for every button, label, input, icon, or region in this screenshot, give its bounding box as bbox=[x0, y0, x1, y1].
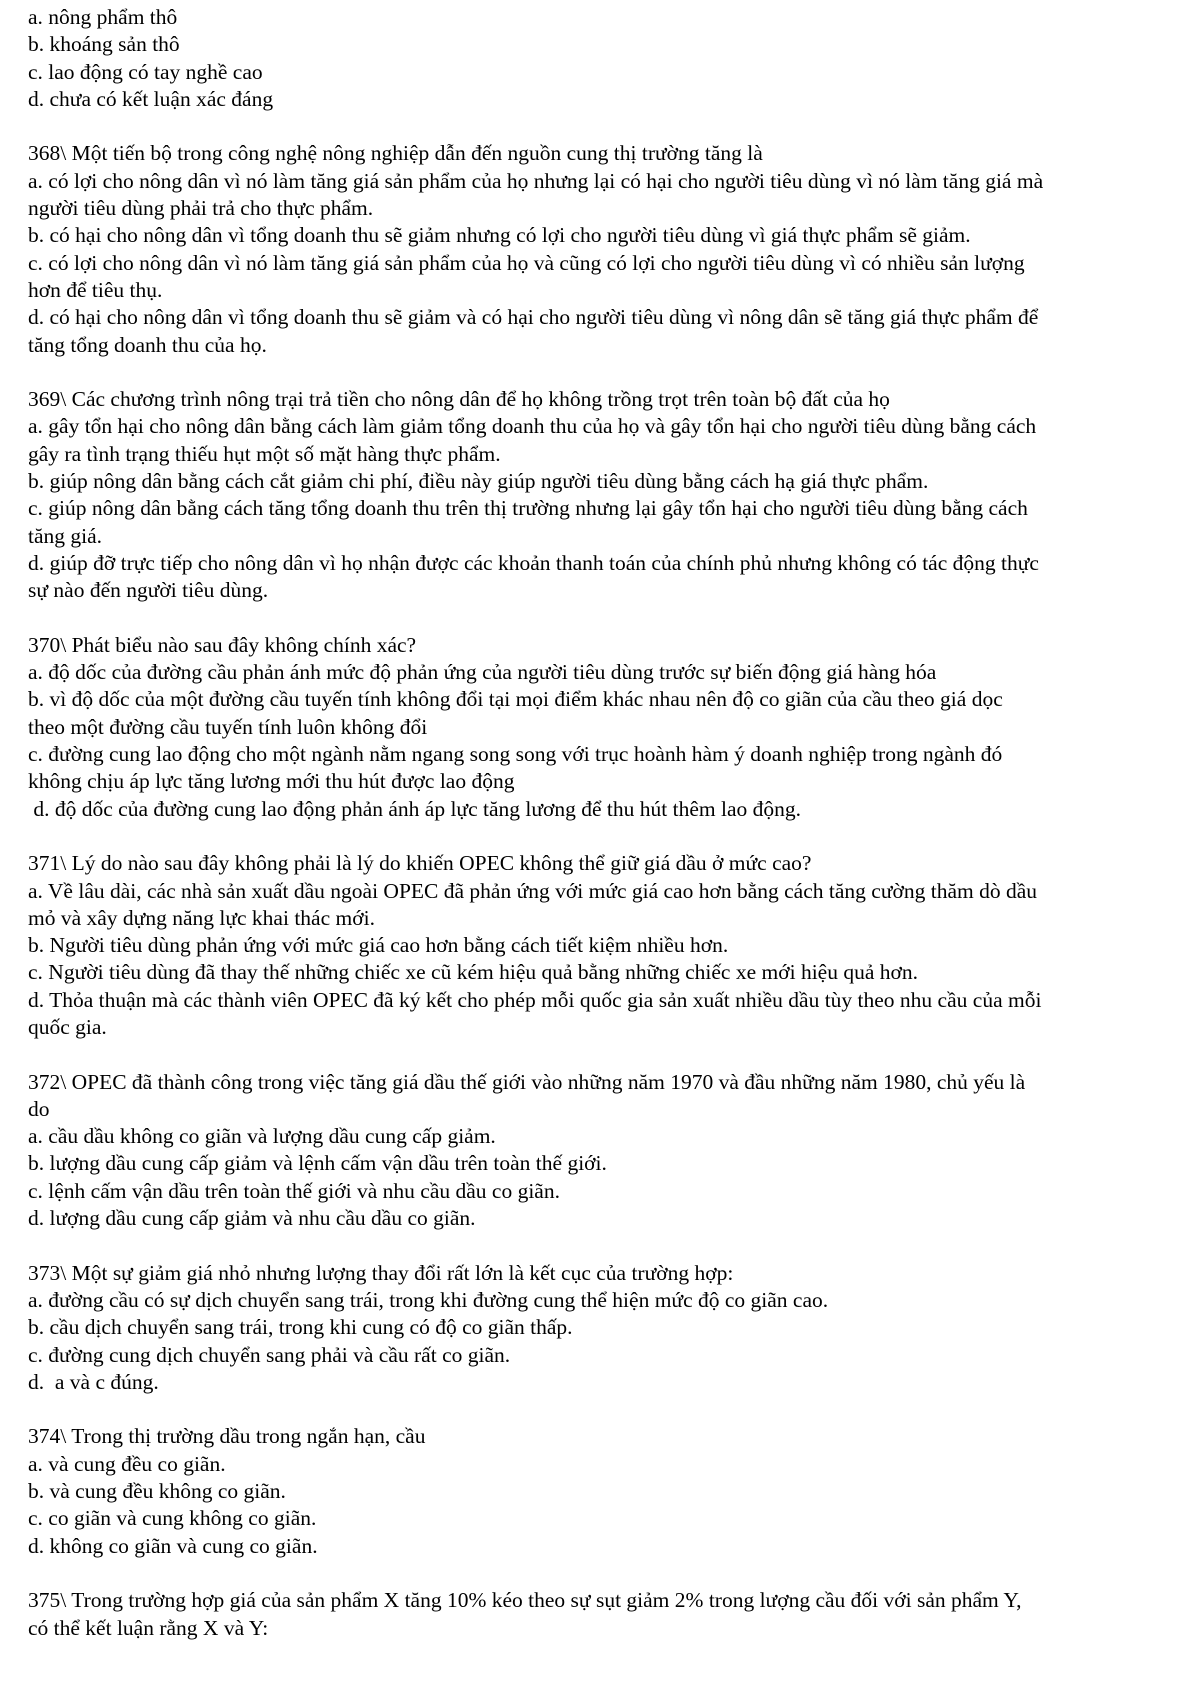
option-c-cont: hơn để tiêu thụ. bbox=[28, 277, 163, 302]
option-c-cont: không chịu áp lực tăng lương mới thu hút được lao động bbox=[28, 769, 515, 794]
option-a-cont: mỏ và xây dựng năng lực khai thác mới. bbox=[28, 905, 375, 930]
option-a: a. đường cầu có sự dịch chuyển sang trái, trong khi đường cung thể hiện mức độ co giãn cao. bbox=[28, 1287, 829, 1312]
option-a-cont: người tiêu dùng phải trả cho thực phẩm. bbox=[28, 196, 374, 221]
question-369 bbox=[28, 386, 1166, 604]
option-b: b. khoáng sản thô bbox=[28, 32, 180, 57]
question-372 bbox=[28, 1069, 1166, 1233]
option-b: b. có hại cho nông dân vì tổng doanh thu sẽ giảm nhưng có lợi cho người tiêu dùng vì giá thực phẩm sẽ giảm. bbox=[28, 223, 971, 248]
question-text: 369\ Các chương trình nông trại trả tiền cho nông dân để họ không trồng trọt trên toàn bộ đất của họ bbox=[28, 387, 890, 412]
question-text: 368\ Một tiến bộ trong công nghệ nông nghiệp dẫn đến nguồn cung thị trường tăng là bbox=[28, 141, 763, 166]
option-b-cont: theo một đường cầu tuyến tính luôn không đổi bbox=[28, 714, 428, 739]
question-371 bbox=[28, 850, 1166, 1041]
option-a: a. cầu dầu không co giãn và lượng dầu cung cấp giảm. bbox=[28, 1124, 496, 1149]
spacer bbox=[28, 605, 1166, 632]
option-b: b. Người tiêu dùng phản ứng với mức giá cao hơn bằng cách tiết kiệm nhiều hơn. bbox=[28, 933, 729, 958]
option-b: b. giúp nông dân bằng cách cắt giảm chi phí, điều này giúp người tiêu dùng bằng cách hạ giá thực phẩm. bbox=[28, 469, 929, 494]
option-c: c. giúp nông dân bằng cách tăng tổng doanh thu trên thị trường nhưng lại gây tổn hại cho người tiêu dùng bằng cách bbox=[28, 496, 1028, 521]
question-373 bbox=[28, 1260, 1166, 1396]
option-c: c. lệnh cấm vận dầu trên toàn thế giới và nhu cầu dầu co giãn. bbox=[28, 1178, 560, 1203]
option-a: a. gây tổn hại cho nông dân bằng cách làm giảm tổng doanh thu của họ và gây tổn hại cho người tiêu dùng bằng cách bbox=[28, 414, 1037, 439]
option-d: d. chưa có kết luận xác đáng bbox=[28, 86, 274, 111]
continued-options bbox=[28, 4, 1166, 113]
spacer bbox=[28, 359, 1166, 386]
option-a: a. độ dốc của đường cầu phản ánh mức độ phản ứng của người tiêu dùng trước sự biến động giá hàng hóa bbox=[28, 660, 937, 685]
option-d-cont: tăng tổng doanh thu của họ. bbox=[28, 332, 267, 357]
option-a: a. Về lâu dài, các nhà sản xuất dầu ngoài OPEC đã phản ứng với mức giá cao hơn bằng cách tăng cường thăm dò dầu bbox=[28, 878, 1037, 903]
option-c-cont: tăng giá. bbox=[28, 523, 103, 548]
option-b: b. và cung đều không co giãn. bbox=[28, 1479, 286, 1504]
option-c: c. co giãn và cung không co giãn. bbox=[28, 1506, 317, 1531]
option-b: b. cầu dịch chuyển sang trái, trong khi cung có độ co giãn thấp. bbox=[28, 1315, 573, 1340]
option-d: d. có hại cho nông dân vì tổng doanh thu sẽ giảm và có hại cho người tiêu dùng vì nông dân sẽ tăng giá thực phẩm để bbox=[28, 305, 1039, 330]
question-375 bbox=[28, 1587, 1166, 1642]
question-368 bbox=[28, 140, 1166, 358]
option-d-cont: sự nào đến người tiêu dùng. bbox=[28, 578, 269, 603]
option-a-cont: gây ra tình trạng thiếu hụt một số mặt hàng thực phẩm. bbox=[28, 441, 501, 466]
question-text: 374\ Trong thị trường dầu trong ngắn hạn, cầu bbox=[28, 1424, 426, 1449]
question-text-cont: có thể kết luận rằng X và Y: bbox=[28, 1615, 269, 1640]
option-a: a. có lợi cho nông dân vì nó làm tăng giá sản phẩm của họ nhưng lại có hại cho người tiêu dùng vì nó làm tăng giá mà bbox=[28, 168, 1044, 193]
question-text: 371\ Lý do nào sau đây không phải là lý do khiến OPEC không thể giữ giá dầu ở mức cao? bbox=[28, 851, 812, 876]
option-c: c. Người tiêu dùng đã thay thế những chiếc xe cũ kém hiệu quả bằng những chiếc xe mới hiệu quả hơn. bbox=[28, 960, 919, 985]
option-c: c. đường cung lao động cho một ngành nằm ngang song song với trục hoành hàm ý doanh nghiệp trong ngành đó bbox=[28, 742, 1003, 767]
spacer bbox=[28, 1560, 1166, 1587]
option-b: b. lượng dầu cung cấp giảm và lệnh cấm vận dầu trên toàn thế giới. bbox=[28, 1151, 607, 1176]
option-d: d. Thỏa thuận mà các thành viên OPEC đã ký kết cho phép mỗi quốc gia sản xuất nhiều dầu tùy theo nhu cầu của mỗi bbox=[28, 987, 1042, 1012]
option-a: a. nông phẩm thô bbox=[28, 5, 178, 29]
spacer bbox=[28, 823, 1166, 850]
question-text: 373\ Một sự giảm giá nhỏ nhưng lượng thay đổi rất lớn là kết cục của trường hợp: bbox=[28, 1260, 734, 1285]
option-d: d. lượng dầu cung cấp giảm và nhu cầu dầu co giãn. bbox=[28, 1206, 476, 1231]
option-d-cont: quốc gia. bbox=[28, 1014, 107, 1039]
question-370 bbox=[28, 632, 1166, 823]
question-text: 370\ Phát biểu nào sau đây không chính xác? bbox=[28, 632, 417, 657]
option-d: d. a và c đúng. bbox=[28, 1369, 159, 1394]
question-text: 372\ OPEC đã thành công trong việc tăng giá dầu thế giới vào những năm 1970 và đầu những năm 1980, chủ yếu là bbox=[28, 1069, 1026, 1094]
question-text: 375\ Trong trường hợp giá của sản phẩm X tăng 10% kéo theo sự sụt giảm 2% trong lượng cầu đối với sản phẩm Y, bbox=[28, 1588, 1022, 1613]
option-c: c. đường cung dịch chuyển sang phải và cầu rất co giãn. bbox=[28, 1342, 511, 1367]
spacer bbox=[28, 1396, 1166, 1423]
question-text-cont: do bbox=[28, 1096, 50, 1121]
option-d: d. độ dốc của đường cung lao động phản ánh áp lực tăng lương để thu hút thêm lao động. bbox=[28, 796, 802, 821]
spacer bbox=[28, 1232, 1166, 1259]
question-374 bbox=[28, 1423, 1166, 1559]
option-c: c. lao động có tay nghề cao bbox=[28, 59, 263, 84]
option-c: c. có lợi cho nông dân vì nó làm tăng giá sản phẩm của họ và cũng có lợi cho người tiêu dùng vì có nhiều sản lượng bbox=[28, 250, 1025, 275]
option-b: b. vì độ dốc của một đường cầu tuyến tính không đổi tại mọi điểm khác nhau nên độ co giãn của cầu theo giá dọc bbox=[28, 687, 1003, 712]
option-d: d. giúp đỡ trực tiếp cho nông dân vì họ nhận được các khoản thanh toán của chính phủ nhưng không có tác động thực bbox=[28, 550, 1039, 575]
spacer bbox=[28, 113, 1166, 140]
option-d: d. không co giãn và cung co giãn. bbox=[28, 1533, 318, 1558]
spacer bbox=[28, 1041, 1166, 1068]
option-a: a. và cung đều co giãn. bbox=[28, 1451, 226, 1476]
